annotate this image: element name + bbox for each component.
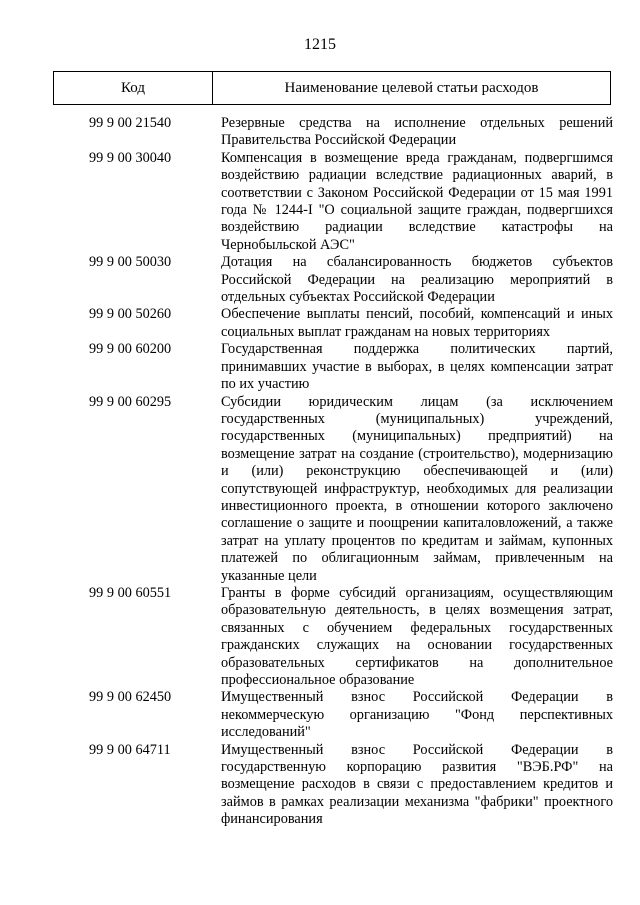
row-code: 99 9 00 60295 bbox=[89, 393, 172, 410]
table-row bbox=[53, 585, 613, 689]
table-row bbox=[53, 115, 613, 150]
table-header bbox=[53, 71, 611, 105]
row-code: 99 9 00 50260 bbox=[89, 306, 172, 323]
table-row bbox=[53, 150, 613, 254]
row-code: 99 9 00 60551 bbox=[89, 584, 172, 601]
table-row bbox=[53, 254, 613, 306]
header-name: Наименование целевой статьи расходов bbox=[284, 79, 539, 96]
row-code: 99 9 00 30040 bbox=[89, 149, 172, 166]
row-code: 99 9 00 21540 bbox=[89, 115, 172, 131]
row-code: 99 9 00 60200 bbox=[89, 341, 172, 358]
row-code: 99 9 00 62450 bbox=[89, 689, 172, 706]
row-name: Резервные средства на исполнение отдельных решений Правительства Российской Федерации bbox=[221, 115, 613, 149]
row-name: Обеспечение выплаты пенсий, пособий, компенсаций и иных социальных выплат гражданам на новых территориях bbox=[221, 306, 613, 340]
header-code: Код bbox=[54, 72, 213, 104]
row-name: Компенсация в возмещение вреда гражданам, подвергшимся воздействию радиации вследствие радиационных аварий, в соответствии с Законом Российской Федерации от 15 мая 1991 года № 1244-I "О социальной защите граждан, подвергшихся воздействию радиации вследствие катастрофы на Чернобыльской АЭС" bbox=[221, 149, 613, 253]
row-name: Гранты в форме субсидий организациям, осуществляющим образовательную деятельность, в целях возмещения затрат, связанных с обучением федеральных государственных гражданских служащих на основании государственных образовательных сертификатов на дополнительное профессиональное образование bbox=[221, 584, 613, 688]
row-code: 99 9 00 64711 bbox=[89, 741, 171, 758]
table-row bbox=[53, 394, 613, 585]
page-number: 1215 bbox=[304, 36, 336, 53]
table-row bbox=[53, 742, 613, 829]
table-body bbox=[53, 115, 613, 829]
table-row bbox=[53, 689, 613, 741]
row-code: 99 9 00 50030 bbox=[89, 254, 172, 271]
table-row bbox=[53, 341, 613, 393]
row-name: Государственная поддержка политических партий, принимавших участие в выборах, в целях компенсации затрат по их участию bbox=[221, 341, 613, 393]
row-name: Имущественный взнос Российской Федерации в некоммерческую организацию "Фонд перспективных исследований" bbox=[221, 689, 613, 741]
row-name: Имущественный взнос Российской Федерации в государственную корпорацию развития "ВЭБ.РФ" на возмещение расходов в связи с предоставлением кредитов и займов в рамках реализации механизма "фабрики" проектного финансирования bbox=[221, 741, 613, 828]
table-row bbox=[53, 306, 613, 341]
row-name: Субсидии юридическим лицам (за исключением государственных (муниципальных) учреждений, государственных (муниципальных) предприятий) на возмещение затрат на создание (строительство), модернизацию и (или) реконструкцию обеспечивающей и (или) сопутствующей инфраструктур, необходимых для реализации инвестиционного проекта, в отношении которого заключено соглашение о защите и поощрении капиталовложений, а также затрат на уплату процентов по кредитам и займам, купонных платежей по облигационным займам, привлеченным на указанные цели bbox=[221, 393, 613, 584]
row-name: Дотация на сбалансированность бюджетов субъектов Российской Федерации на реализацию мероприятий в отдельных субъектах Российской Федерации bbox=[221, 254, 613, 306]
